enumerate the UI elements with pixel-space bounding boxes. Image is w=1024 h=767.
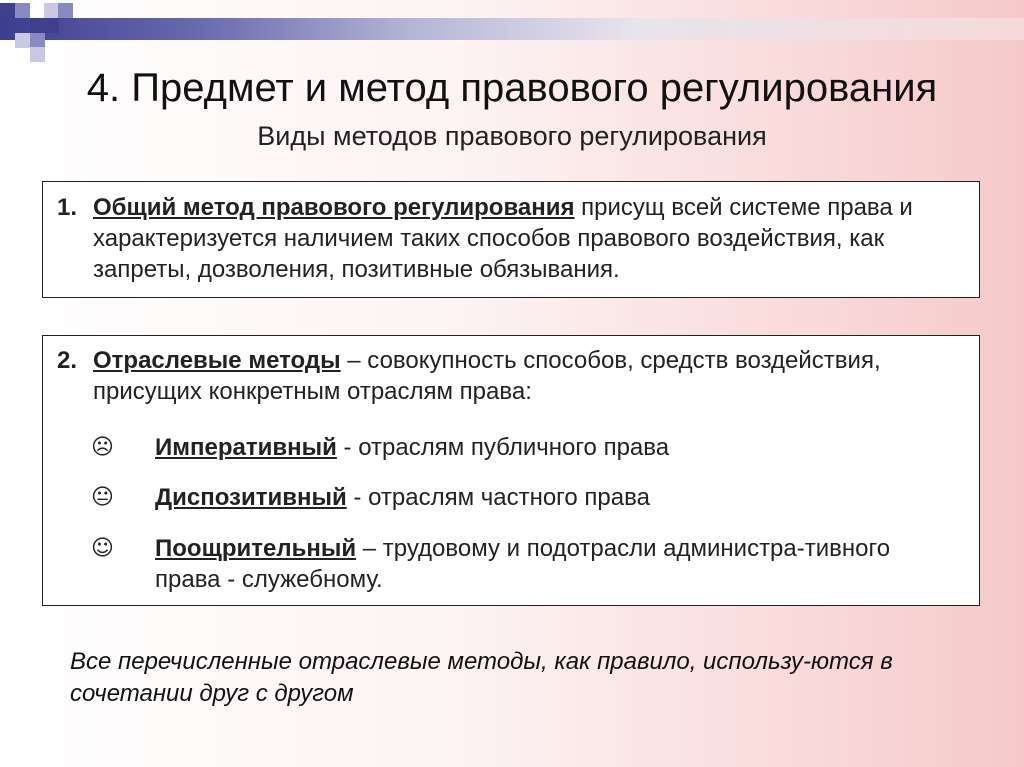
decoration-square — [0, 3, 15, 18]
summary-note: Все перечисленные отраслевые методы, как правило, использу-ются в сочетании друг с другом — [70, 648, 893, 707]
neutral-face-icon: 😐 — [91, 485, 114, 510]
dispositive-description: - отраслям частного права — [346, 484, 650, 511]
incentive-description: – трудовому и подотрасли администра-тивного права - служебному. — [155, 535, 891, 593]
general-method-box — [42, 181, 980, 298]
decoration-square — [15, 3, 30, 18]
decoration-square — [30, 47, 45, 62]
decoration-square — [15, 33, 30, 48]
decoration-square — [44, 18, 59, 33]
list-item-text — [155, 482, 955, 513]
decoration-square — [58, 3, 73, 18]
list-number: 2. — [57, 347, 78, 374]
branch-methods-box — [42, 335, 980, 606]
branch-methods-term: Отраслевые методы — [93, 347, 341, 374]
branch-methods-paragraph — [93, 345, 963, 407]
sad-face-icon: ☹ — [91, 435, 114, 460]
dispositive-term: Диспозитивный — [155, 484, 347, 511]
smiley-face-icon: ☺ — [91, 536, 114, 561]
list-number: 1. — [57, 194, 78, 221]
imperative-description: - отраслям публичного права — [336, 434, 670, 461]
slide-subtitle: Виды методов правового регулирования — [257, 121, 767, 151]
incentive-term: Поощрительный — [155, 535, 357, 562]
header-decoration-bar — [0, 18, 1024, 40]
imperative-term: Императивный — [155, 434, 337, 461]
decoration-square — [30, 33, 45, 48]
branch-methods-description: – совокупность способов, средств воздействия, присущих конкретным отраслям права: — [93, 347, 881, 405]
general-method-description: присущ всей системе права и характеризуется наличием таких способов правового воздействия, как запреты, дозволения, позитивные обязывания. — [93, 194, 913, 283]
slide-title: 4. Предмет и метод правового регулирования — [86, 66, 938, 110]
decoration-square — [44, 3, 59, 18]
list-item-text — [155, 533, 955, 595]
general-method-term: Общий метод правового регулирования — [93, 194, 575, 221]
list-item-text — [155, 432, 955, 463]
decoration-square — [30, 18, 45, 33]
general-method-paragraph — [93, 192, 963, 285]
